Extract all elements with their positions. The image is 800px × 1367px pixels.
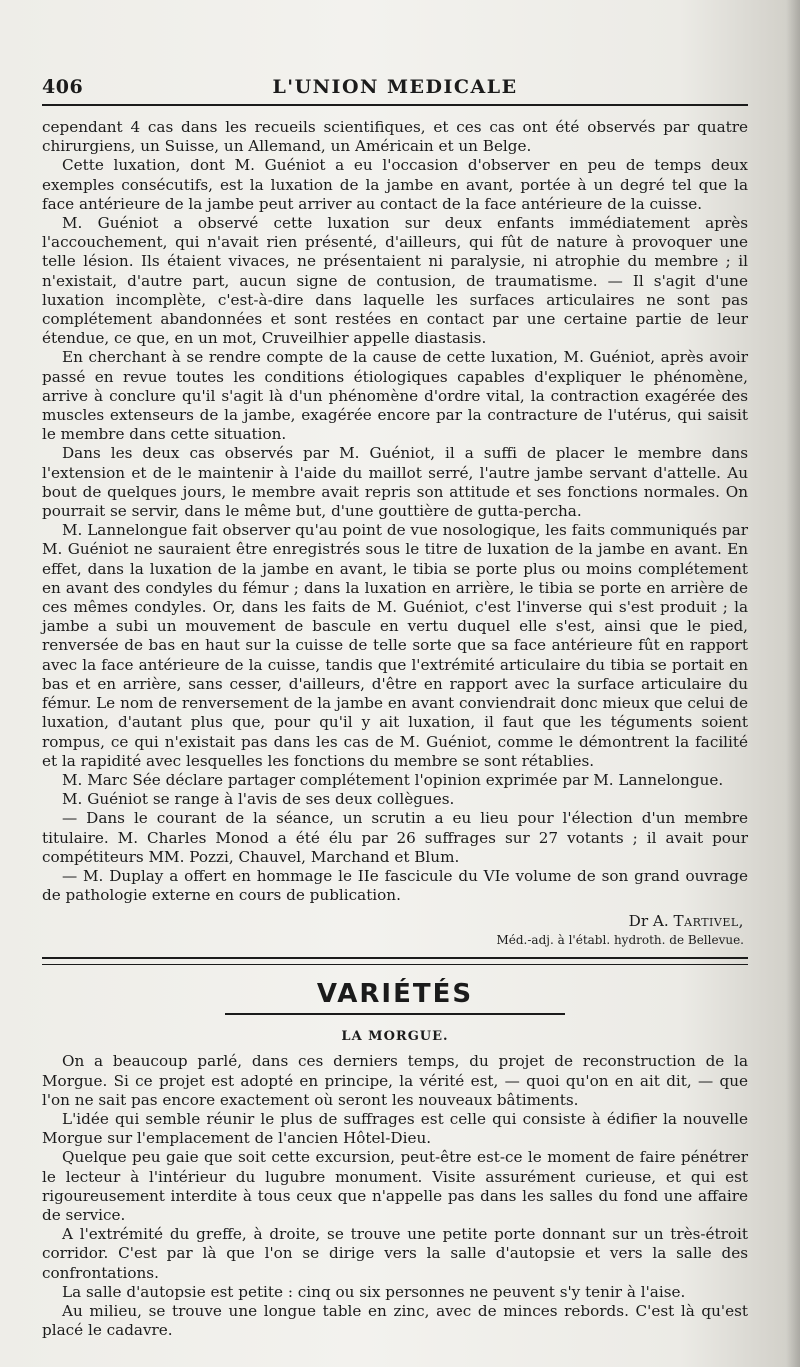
varietes-paragraph: L'idée qui semble réunir le plus de suffrages est celle qui consiste à édifier la nouvelle Morgue sur l'emplacement de l'ancien Hôtel-Dieu. — [42, 1109, 748, 1148]
article-body — [42, 118, 748, 905]
signature-name: Tartivel, — [673, 912, 744, 931]
title-underline — [225, 1013, 565, 1015]
author-signature — [42, 911, 748, 931]
signature-title: Dr A. — [628, 912, 674, 931]
article-paragraph: M. Guéniot a observé cette luxation sur deux enfants immédiatement après l'accouchement, qui n'avait rien présenté, d'ailleurs, qui fût de nature à provoquer une telle lésion. Ils étaient vivaces, ne présentaient ni paralysie, ni atrophie du membre ; il n'existait, d'autre part, aucun signe de contusion, de traumatisme. — Il s'agit d'une luxation incomplète, c'est-à-dire dans laquelle les surfaces articulaires ne sont pas complétement abandonnées et sont restées en contact par une certaine partie de leur étendue, ce que, en un mot, Cruveilhier appelle diastasis. — [42, 214, 748, 348]
article-paragraph: — M. Duplay a offert en hommage le IIe fascicule du VIe volume de son grand ouvrage de pathologie externe en cours de publication. — [42, 866, 748, 905]
article-paragraph: Cette luxation, dont M. Guéniot a eu l'occasion d'observer en peu de temps deux exemples consécutifs, est la luxation de la jambe en avant, portée à un degré tel que la face antérieure de la jambe peut arriver au contact de la face antérieure de la cuisse. — [42, 156, 748, 213]
section-divider — [42, 957, 748, 965]
article-paragraph: En cherchant à se rendre compte de la cause de cette luxation, M. Guéniot, après avoir passé en revue toutes les conditions étiologiques capables d'expliquer le phénomène, arrive à conclure qu'il s'agit là d'un phénomène d'ordre vital, la contraction exagérée des muscles extenseurs de la jambe, exagérée encore par la contracture de l'utérus, qui saisit le membre dans cette situation. — [42, 348, 748, 444]
article-paragraph: M. Guéniot se range à l'avis de ses deux collègues. — [62, 790, 455, 809]
subsection-title: LA MORGUE. — [341, 1029, 449, 1045]
article-paragraph: — Dans le courant de la séance, un scrutin a eu lieu pour l'élection d'un membre titulaire. M. Charles Monod a été élu par 26 suffrages sur 27 votants ; il avait pour compétiteurs MM. Pozzi, Chauvel, Marchand et Blum. — [42, 809, 748, 866]
varietes-paragraph: Au milieu, se trouve une longue table en zinc, avec de minces rebords. C'est là qu'est placé le cadavre. — [42, 1301, 748, 1340]
page-spine-shadow — [786, 0, 800, 1367]
article-paragraph: cependant 4 cas dans les recueils scientifiques, et ces cas ont été observés par quatre chirurgiens, un Suisse, un Allemand, un Américain et un Belge. — [42, 118, 748, 156]
varietes-paragraph: On a beaucoup parlé, dans ces derniers temps, du projet de reconstruction de la Morgue. Si ce projet est adopté en principe, la vérité est, — quoi qu'on en ait dit, — que l'on ne sait pas encore exactement où seront les nouveaux bâtiments. — [42, 1052, 748, 1109]
article-paragraph: M. Marc Sée déclare partager complétement l'opinion exprimée par M. Lannelongue. — [62, 770, 724, 789]
varietes-body — [42, 1052, 748, 1340]
journal-title: L'UNION MEDICALE — [272, 76, 518, 98]
varietes-paragraph: A l'extrémité du greffe, à droite, se trouve une petite porte donnant sur un très-étroit corridor. C'est par là que l'on se dirige vers la salle d'autopsie et vers la salle des confrontations. — [42, 1225, 748, 1282]
section-title-varietes: VARIÉTÉS — [316, 979, 474, 1010]
running-head — [42, 70, 748, 106]
varietes-paragraph: Quelque peu gaie que soit cette excursion, peut-être est-ce le moment de faire pénétrer le lecteur à l'intérieur du lugubre monument. Visite assurément curieuse, et qui est rigoureusement interdite à tous ceux que n'appelle pas dans les salles du fond une affaire de service. — [42, 1148, 748, 1224]
page-number: 406 — [42, 76, 84, 98]
article-paragraph: Dans les deux cas observés par M. Guéniot, il a suffi de placer le membre dans l'extension et de le maintenir à l'aide du maillot serré, l'autre jambe servant d'attelle. Au bout de quelques jours, le membre avait repris son attitude et ses fonctions normales. On pourrait se servir, dans le même but, d'une gouttière de gutta-percha. — [42, 444, 748, 521]
varietes-paragraph: La salle d'autopsie est petite : cinq ou six personnes ne peuvent s'y tenir à l'aise. — [62, 1282, 686, 1301]
author-affiliation: Méd.-adj. à l'établ. hydroth. de Bellevue. — [496, 933, 744, 948]
article-paragraph: M. Lannelongue fait observer qu'au point de vue nosologique, les faits communiqués par M. Guéniot ne sauraient être enregistrés sous le titre de luxation de la jambe en avant. En effet, dans la luxation de la jambe en avant, le tibia se porte plus ou moins complétement en avant des condyles du fémur ; dans la luxation en arrière, le tibia se porte en arrière de ces mêmes condyles. Or, dans les faits de M. Guéniot, c'est l'inverse qui s'est produit ; la jambe a subi un mouvement de bascule en vertu duquel elle s'est, ainsi que le pied, renversée de bas en haut sur la cuisse de telle sorte que sa face antérieure fût en rapport avec la face antérieure de la cuisse, tandis que l'extrémité articulaire du tibia se portait en bas et en arrière, sans cesser, d'ailleurs, d'être en rapport avec la surface articulaire du fémur. Le nom de renversement de la jambe en avant conviendrait donc mieux que celui de luxation, d'autant plus que, pour qu'il y ait luxation, il faut que les téguments soient rompus, ce qui n'existait pas dans les cas de M. Guéniot, comme le démontrent la facilité et la rapidité avec lesquelles les fonctions du membre se sont rétablies. — [42, 521, 748, 770]
